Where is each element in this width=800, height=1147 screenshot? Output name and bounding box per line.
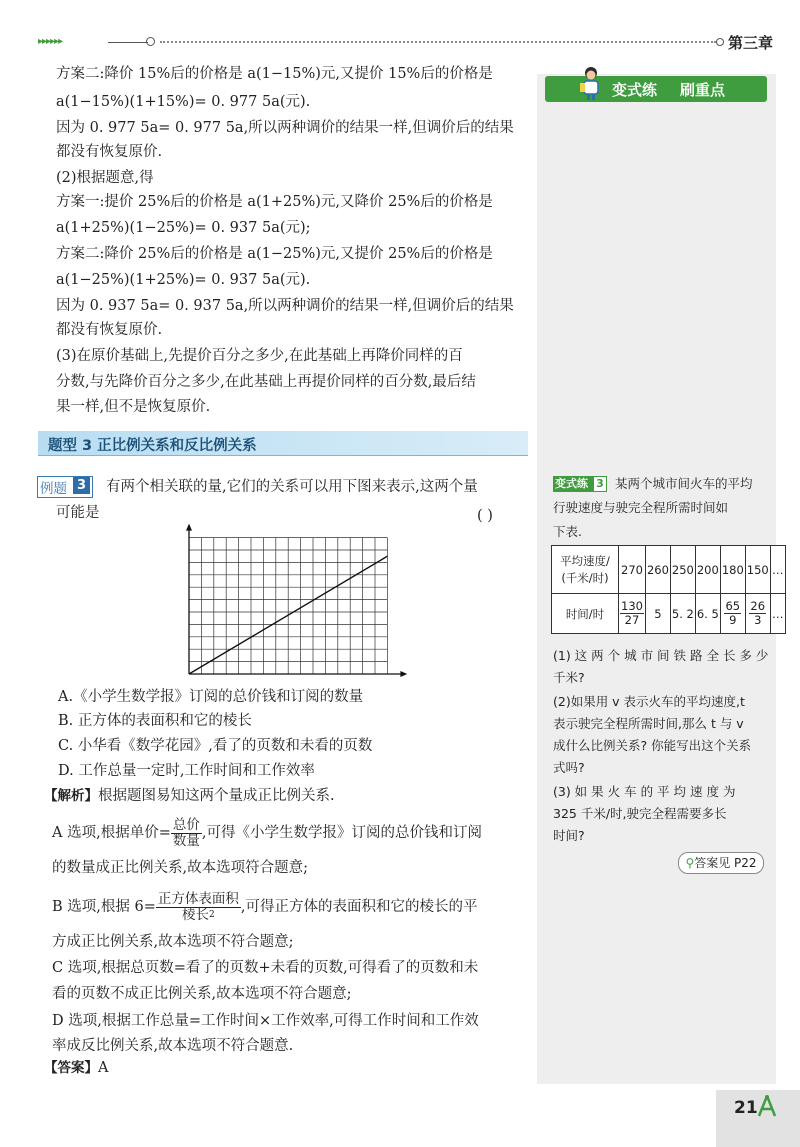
fraction [724,600,741,627]
analysis [44,786,335,806]
explanation-text: 率成反比例关系,故本选项不符合题意. [52,1038,294,1054]
option-c: C. 小华看《数学花园》,看了的页数和未看的页数 [58,738,373,754]
option-b-explanation [52,890,477,924]
fraction-denominator: 27 [624,613,640,627]
text-line: 都没有恢复原价. [56,144,163,160]
student-icon [578,66,604,100]
variant-tag: 变式练 [553,476,607,492]
fraction [620,600,644,627]
table-cell: … [770,546,785,594]
header-rule [108,42,148,43]
text-line: (2)根据题意,得 [56,170,154,186]
table-header-time: 时间/时 [552,594,619,634]
answer-reference-text: 答案见 P22 [694,856,757,870]
table-cell: 150 [745,546,770,594]
variant-question: (3) 如 果 火 车 的 平 均 速 度 为 [553,784,736,799]
analysis-label: 【解析】 [44,788,98,804]
explanation-text: C 选项,根据总页数=看了的页数+未看的页数,可得看了的页数和未 [52,960,479,976]
text-line: (3)在原价基础上,先提价百分之多少,在此基础上再降价同样的百 [56,348,463,364]
example-number: 3 [73,477,90,494]
text-line: a(1−15%)(1+15%)= 0. 977 5a(元). [56,94,311,110]
variant-question: 式吗? [553,760,585,775]
variant-text: 行驶速度与驶完全程所需时间如 [553,500,729,515]
variant-question: 325 千米/时,驶完全程需要多长 [553,806,727,821]
right-panel-subtitle: 刷重点 [680,81,726,99]
fraction [156,892,241,923]
fraction-denominator: 3 [754,613,762,627]
pin-icon: ⚲ [685,856,695,870]
option-a-explanation [52,816,482,850]
variant-text: 下表. [553,524,582,539]
explanation-text: A 选项,根据单价= [52,825,171,841]
table-cell: 200 [695,546,720,594]
text-line: 方案一:提价 25%后的价格是 a(1+25%)元,又降价 25%后的价格是 [56,194,493,210]
table-cell: 5. 2 [670,594,695,634]
question-text: 有两个相关联的量,它们的关系可以用下图来表示,这两个量 [106,479,478,495]
text-line: 分数,与先降价百分之多少,在此基础上再提价同样的百分数,最后结 [56,374,476,390]
header-dotted-rule [160,41,716,43]
answer-value: A [98,1060,109,1076]
question-text: 可能是 [56,505,100,521]
table-cell [720,594,745,634]
x-axis-arrow [400,671,407,677]
fraction-denominator: 数量 [172,832,200,849]
table-cell [619,594,646,634]
fraction [749,600,766,627]
fraction [171,818,202,849]
explanation-text: ,可得《小学生数学报》订阅的总价钱和订阅 [201,825,482,841]
answer [44,1058,108,1078]
table-cell: … [770,594,785,634]
table-header-text: 平均速度/ [560,553,610,568]
variant-question: 成什么比例关系? 你能写出这个关系 [553,738,752,753]
proportion-chart [175,520,407,682]
fraction-numerator: 26 [750,599,766,613]
answer-blank: ( ) [477,508,493,524]
page-number: 21 [734,1098,758,1118]
text-line: a(1+25%)(1−25%)= 0. 937 5a(元); [56,220,311,236]
option-b: B. 正方体的表面积和它的棱长 [58,713,252,729]
example-tag-label: 例题 [40,481,67,497]
fraction-numerator: 130 [621,599,643,613]
fraction-denominator [156,908,241,923]
table-cell [745,594,770,634]
fraction-numerator: 正方体表面积 [157,890,239,907]
text-line: 因为 0. 937 5a= 0. 937 5a,所以两种调价的结果一样,但调价后的结果 [56,298,514,314]
header-circle [146,37,155,46]
header-circle-right [716,38,724,46]
text-line: 因为 0. 977 5a= 0. 977 5a,所以两种调价的结果一样,但调价后的结果 [56,120,514,136]
exponent: 2 [208,909,215,920]
fraction-numerator: 65 [725,599,741,613]
explanation-text: B 选项,根据 6= [52,899,156,915]
text-line: a(1−25%)(1+25%)= 0. 937 5a(元). [56,272,311,288]
table-header-unit: (千米/时) [561,570,609,585]
explanation-text: D 选项,根据工作总量=工作时间×工作效率,可得工作时间和工作效 [52,1013,479,1029]
variant-question: (1) 这 两 个 城 市 间 铁 路 全 长 多 少 [553,648,769,663]
text-line: 果一样,但不是恢复原价. [56,399,211,415]
text-line: 都没有恢复原价. [56,322,163,338]
explanation-text: 看的页数不成正比例关系,故本选项不符合题意; [52,986,352,1002]
denominator-text: 棱长 [181,906,209,923]
variant-text: 某两个城市间火车的平均 [615,476,753,491]
right-panel-title: 变式练 [612,81,658,99]
fraction-numerator: 总价 [172,816,200,833]
chapter-title: 第三章 [728,34,774,52]
option-a: A.《小学生数学报》订阅的总价钱和订阅的数量 [58,689,364,705]
fraction-denominator: 9 [729,613,737,627]
explanation-text: ,可得正方体的表面积和它的棱长的平 [240,899,478,915]
table-cell: 180 [720,546,745,594]
answer-reference[interactable] [678,852,764,874]
table-cell: 260 [645,546,670,594]
variant-question: (2)如果用 v 表示火车的平均速度,t [553,694,745,709]
y-axis-arrow [186,524,192,531]
variant-question: 时间? [553,828,585,843]
variant-question: 千米? [553,670,585,685]
table-row [552,546,786,594]
compass-logo-icon [756,1094,778,1118]
table-cell: 6. 5 [695,594,720,634]
variant-question: 表示驶完全程所需时间,那么 t 与 v [553,716,744,731]
variant-number: 3 [593,476,607,492]
table-header-speed [552,546,619,594]
section-title: 题型 3 正比例关系和反比例关系 [48,438,257,454]
table-cell: 270 [619,546,646,594]
table-cell: 250 [670,546,695,594]
text-line: 方案二:降价 15%后的价格是 a(1−15%)元,又提价 15%后的价格是 [56,66,493,82]
table-row [552,594,786,634]
header-arrows: ▸▸▸▸▸▸ [38,36,63,47]
option-d: D. 工作总量一定时,工作时间和工作效率 [58,763,315,779]
speed-time-table [551,545,786,634]
explanation-text: 的数量成正比例关系,故本选项符合题意; [52,860,308,876]
explanation-text: 方成正比例关系,故本选项不符合题意; [52,934,294,950]
analysis-text: 根据题图易知这两个量成正比例关系. [98,788,335,804]
table-cell: 5 [645,594,670,634]
answer-label: 【答案】 [44,1060,98,1076]
text-line: 方案二:降价 25%后的价格是 a(1−25%)元,又提价 25%后的价格是 [56,246,493,262]
